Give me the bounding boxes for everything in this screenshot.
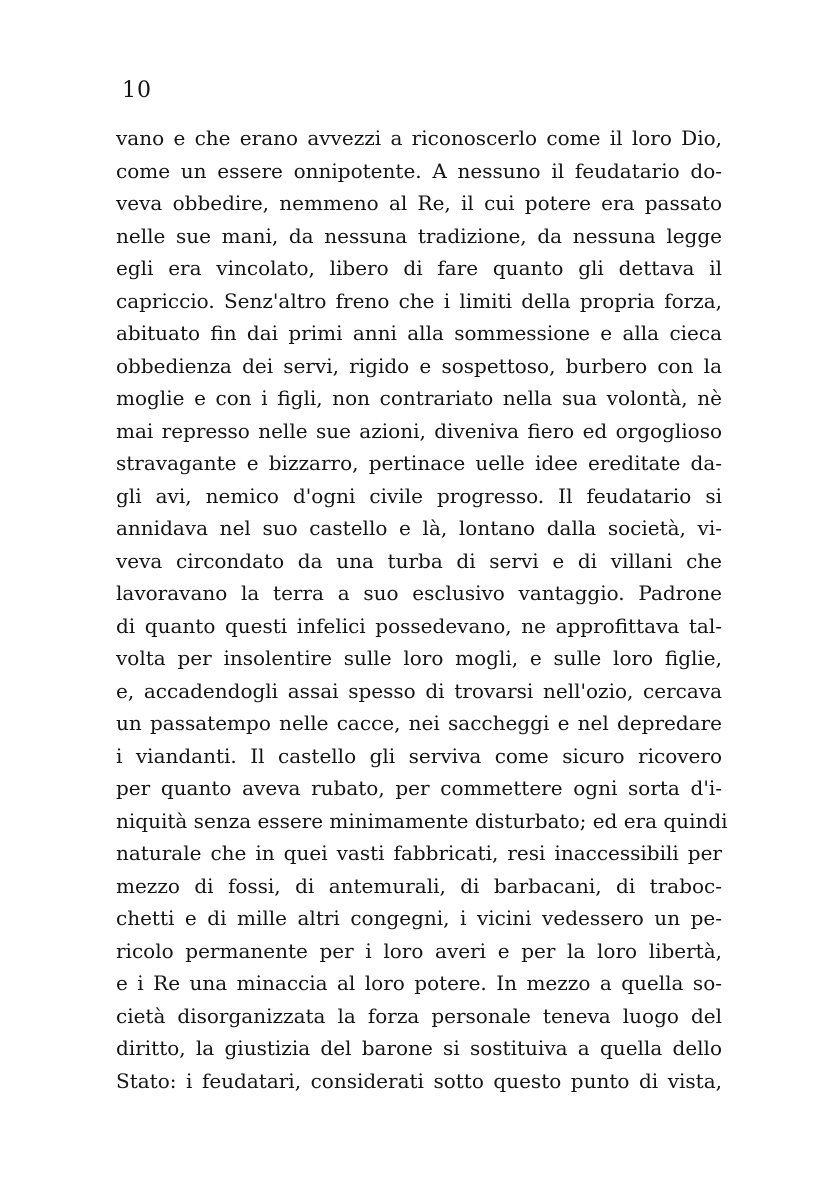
text-line: nelle sue mani, da nessuna tradizione, da nessuna legge: [116, 223, 722, 248]
text-line: annidava nel suo castello e là, lontano dalla società, vi-: [116, 516, 722, 540]
text-line: i viandanti. Il castello gli serviva come sicuro ricovero: [116, 743, 722, 768]
text-line: diritto, la giustizia del barone si sostituiva a quella dello: [116, 1036, 722, 1060]
text-line: veva circondato da una turba di servi e di villani che: [116, 548, 722, 573]
text-line: ricolo permanente per i loro averi e per la loro libertà,: [116, 938, 722, 963]
text-line: come un essere onnipotente. A nessuno il feudatario do-: [116, 158, 722, 183]
text-line: gli avi, nemico d'ogni civile progresso. Il feudatario si: [116, 483, 722, 508]
text-line: moglie e con i figli, non contrariato nella sua volontà, nè: [116, 386, 722, 410]
text-body: [116, 122, 728, 1097]
text-line: capriccio. Senz'altro freno che i limiti della propria forza,: [116, 288, 722, 313]
text-line: chetti e di mille altri congegni, i vicini vedessero un pe-: [116, 906, 722, 930]
text-line: per quanto aveva rubato, per commettere ogni sorta d'i-: [116, 776, 722, 800]
text-line: di quanto questi infelici possedevano, ne approfittava tal-: [116, 613, 722, 638]
text-line: cietà disorganizzata la forza personale teneva luogo del: [116, 1003, 722, 1028]
page-number: 10: [122, 78, 152, 103]
text-line: obbedienza dei servi, rigido e sospettoso, burbero con la: [116, 353, 722, 378]
text-line: niquità senza essere minimamente disturbato; ed era quindi: [116, 808, 728, 833]
text-line: volta per insolentire sulle loro mogli, e sulle loro figlie,: [116, 646, 722, 670]
text-line: egli era vincolato, libero di fare quanto gli dettava il: [116, 256, 722, 280]
text-line: vano e che erano avvezzi a riconoscerlo come il loro Dio,: [116, 126, 722, 150]
text-line: lavoravano la terra a suo esclusivo vantaggio. Padrone: [116, 581, 722, 605]
text-line: e i Re una minaccia al loro potere. In mezzo a quella so-: [116, 971, 722, 995]
text-line: Stato: i feudatari, considerati sotto questo punto di vista,: [116, 1068, 722, 1093]
text-line: abituato fin dai primi anni alla sommessione e alla cieca: [116, 321, 722, 345]
text-line: mai represso nelle sue azioni, diveniva fiero ed orgoglioso: [116, 418, 722, 443]
text-line: veva obbedire, nemmeno al Re, il cui potere era passato: [116, 191, 722, 215]
text-line: stravagante e bizzarro, pertinace uelle idee ereditate da-: [116, 451, 722, 475]
text-line: mezzo di fossi, di antemurali, di barbacani, di traboc-: [116, 873, 722, 898]
text-line: e, accadendogli assai spesso di trovarsi nell'ozio, cercava: [116, 678, 722, 703]
text-line: naturale che in quei vasti fabbricati, resi inaccessibili per: [116, 841, 722, 865]
text-line: un passatempo nelle cacce, nei saccheggi e nel depredare: [116, 711, 722, 735]
